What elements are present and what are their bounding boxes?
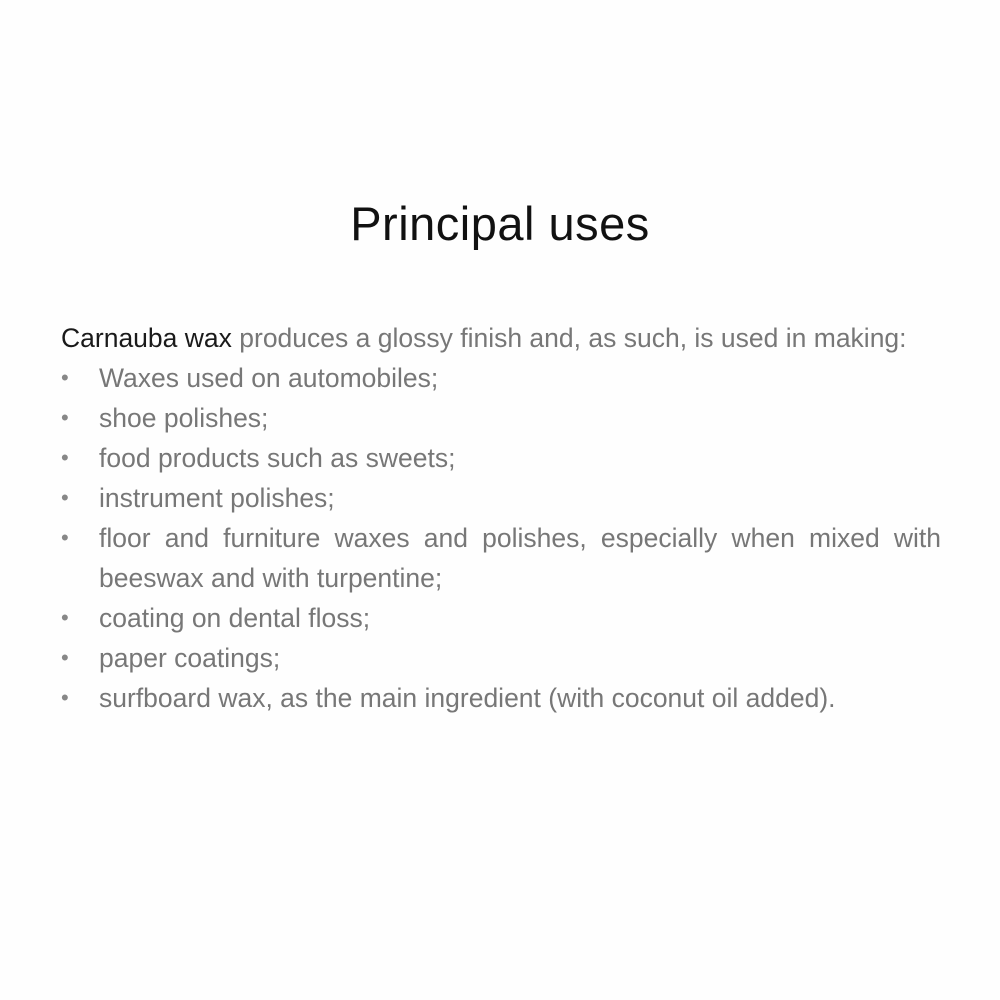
list-item-text: shoe polishes; (99, 403, 269, 433)
list-item-text: floor and furniture waxes and polishes, especially when mixed with beeswax and with turpentine; (99, 523, 941, 593)
slide-body (61, 318, 941, 718)
list-item (61, 598, 941, 638)
list-item (61, 518, 941, 598)
bullet-icon: • (61, 405, 69, 430)
list-item (61, 638, 941, 678)
intro-text: produces a glossy finish and, as such, is used in making: (231, 323, 907, 353)
bullet-icon: • (61, 645, 69, 670)
list-item-text: food products such as sweets; (99, 443, 456, 473)
list-item (61, 358, 941, 398)
list-item-text: instrument polishes; (99, 483, 335, 513)
list-item-text: surfboard wax, as the main ingredient (with coconut oil added). (99, 683, 836, 713)
list-item (61, 438, 941, 478)
slide-title: Principal uses (350, 197, 650, 250)
uses-list (61, 358, 941, 718)
intro-term: Carnauba wax (61, 323, 232, 353)
list-item-text: coating on dental floss; (99, 603, 371, 633)
bullet-icon: • (61, 685, 69, 710)
bullet-icon: • (61, 445, 69, 470)
list-item (61, 478, 941, 518)
list-item-text: Waxes used on automobiles; (99, 363, 439, 393)
bullet-icon: • (61, 525, 69, 550)
list-item (61, 398, 941, 438)
bullet-icon: • (61, 605, 69, 630)
bullet-icon: • (61, 485, 69, 510)
intro-paragraph (61, 318, 941, 358)
list-item (61, 678, 941, 718)
list-item-text: paper coatings; (99, 643, 281, 673)
bullet-icon: • (61, 365, 69, 390)
